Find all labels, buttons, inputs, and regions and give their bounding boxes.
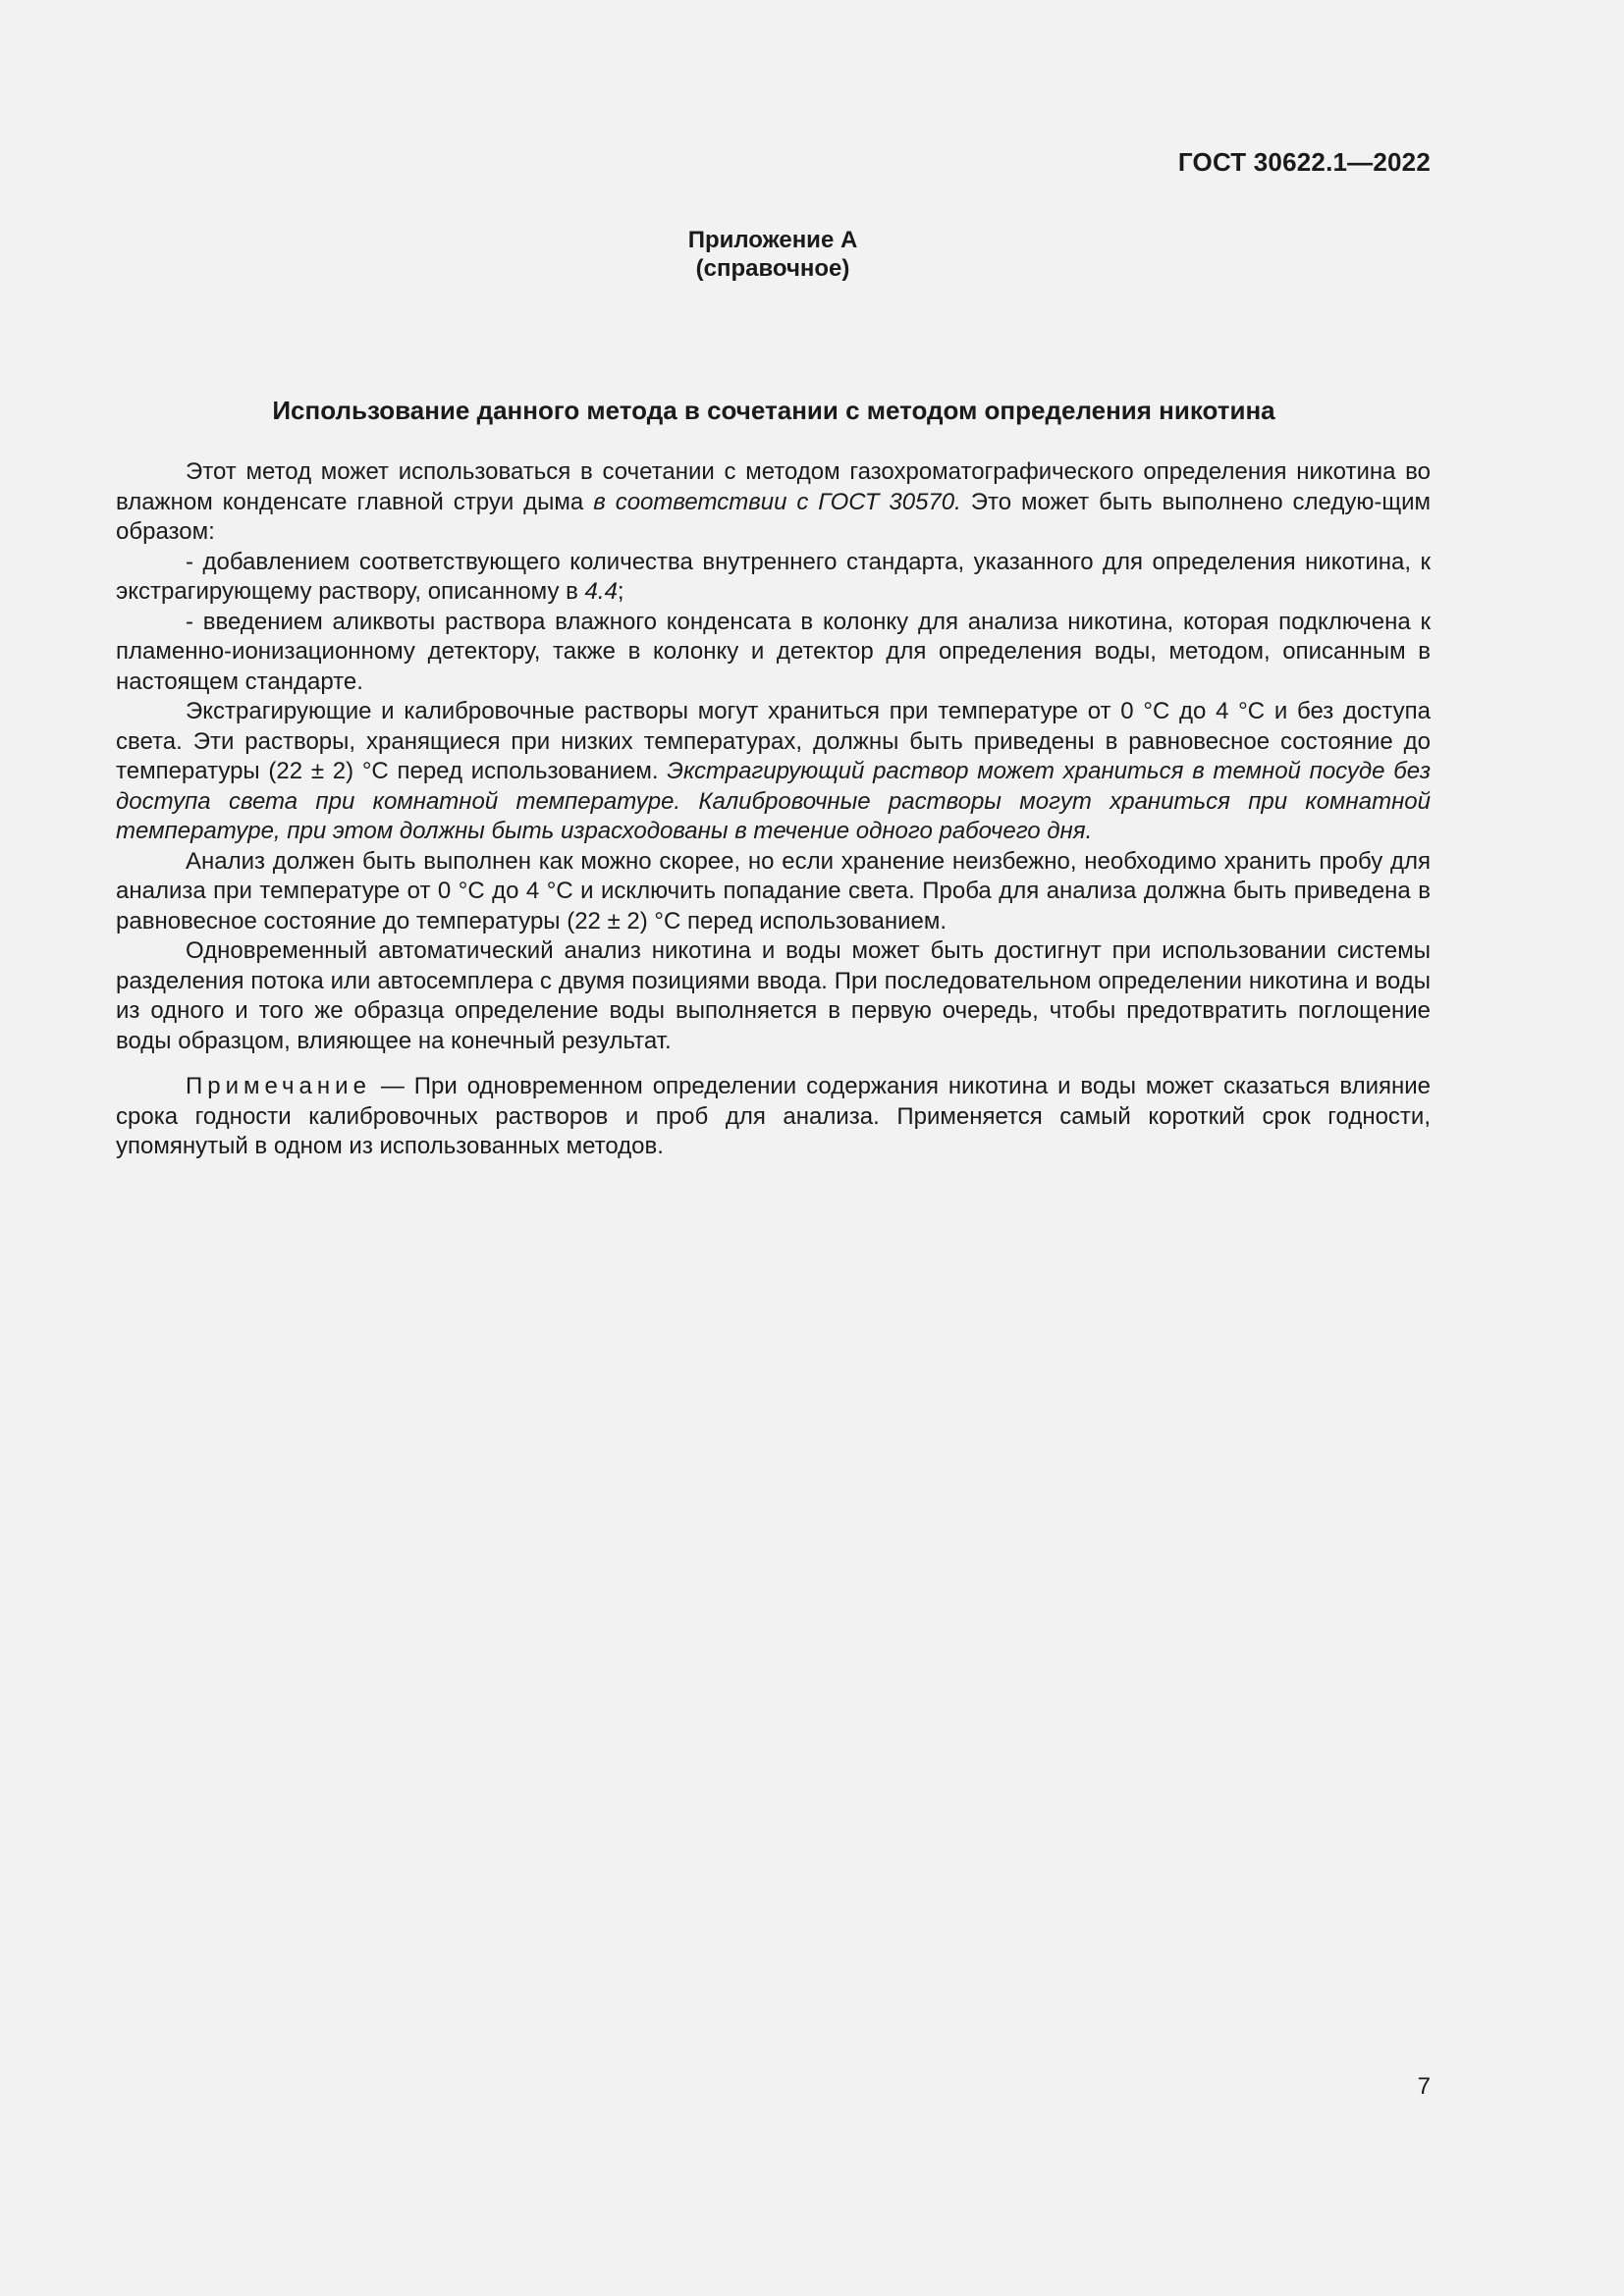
list-item-internal-standard xyxy=(116,548,1431,608)
paragraph-intro xyxy=(116,457,1431,548)
page-number: 7 xyxy=(1417,2073,1431,2100)
section-title: Использование данного метода в сочетании с методом определения никотина xyxy=(272,396,1275,425)
appendix-subtitle: (справочное) xyxy=(695,255,850,282)
standard-reference: в соответствии с ГОСТ 30570. xyxy=(593,488,961,515)
list-item-aliquot: - введением аликвоты раствора влажного конденсата в колонку для анализа никотина, которая подключена к пламенно-ионизационному детектору, также в колонку и детектор для определения воды, методом, описанным в настоящем стандарте. xyxy=(116,608,1431,695)
appendix-heading xyxy=(0,226,1545,283)
paragraph-intro-end: Это может быть выполнено следую-щим образом: xyxy=(116,488,1432,545)
paragraph-automatic-analysis: Одновременный автоматический анализ никотина и воды может быть достигнут при использовании системы разделения потока или автосемплера с двумя позициями ввода. При последовательном определении никотина и воды из одного и того же образца определение воды выполняется в первую очередь, чтобы предотвратить поглощение воды образцом, влияющее на конечный результат. xyxy=(116,937,1431,1054)
paragraph-storage xyxy=(116,697,1431,847)
appendix-title: Приложение А xyxy=(687,227,858,253)
list-item-end: ; xyxy=(617,578,624,605)
body-text xyxy=(116,457,1431,1162)
document-code: ГОСТ 30622.1—2022 xyxy=(1177,147,1431,177)
paragraph-storage-text: Экстрагирующие и калибровочные растворы могут храниться при температуре от 0 °С до 4 °С и без доступа света. Эти растворы, хранящиеся при низких температурах, должны быть приведены в равновесное состояние до температуры (22 ± 2) °С перед использованием. xyxy=(116,698,1431,784)
note-text: — При одновременном определении содержания никотина и воды может сказаться влияние срока годности калибровочных растворов и проб для анализа. Применяется самый короткий срок годности, упомянутый в одном из использованных методов. xyxy=(116,1073,1431,1159)
paragraph-storage-italic: Экстрагирующий раствор может храниться в темной посуде без доступа света при комнатной температуре. Калибровочные растворы могут храниться при комнатной температуре, при этом должны быть израсходованы в течение одного рабочего дня. xyxy=(116,758,1432,844)
list-item-text: - добавлением соответствующего количества внутреннего стандарта, указанного для определения никотина, к экстрагирующему раствору, описанному в xyxy=(116,548,1431,605)
paragraph-analysis: Анализ должен быть выполнен как можно скорее, но если хранение неизбежно, необходимо хранить пробу для анализа при температуре от 0 °С до 4 °С и исключить попадание света. Проба для анализа должна быть приведена в равновесное состояние до температуры (22 ± 2) °С перед использованием. xyxy=(116,847,1431,934)
note-label: Примечание xyxy=(186,1073,371,1099)
clause-reference: 4.4 xyxy=(584,578,618,605)
note xyxy=(116,1072,1431,1162)
paragraph-intro-text: Этот метод может использоваться в сочетании с методом газохроматографического определения никотина во влажном конденсате главной струи дыма xyxy=(116,458,1431,515)
